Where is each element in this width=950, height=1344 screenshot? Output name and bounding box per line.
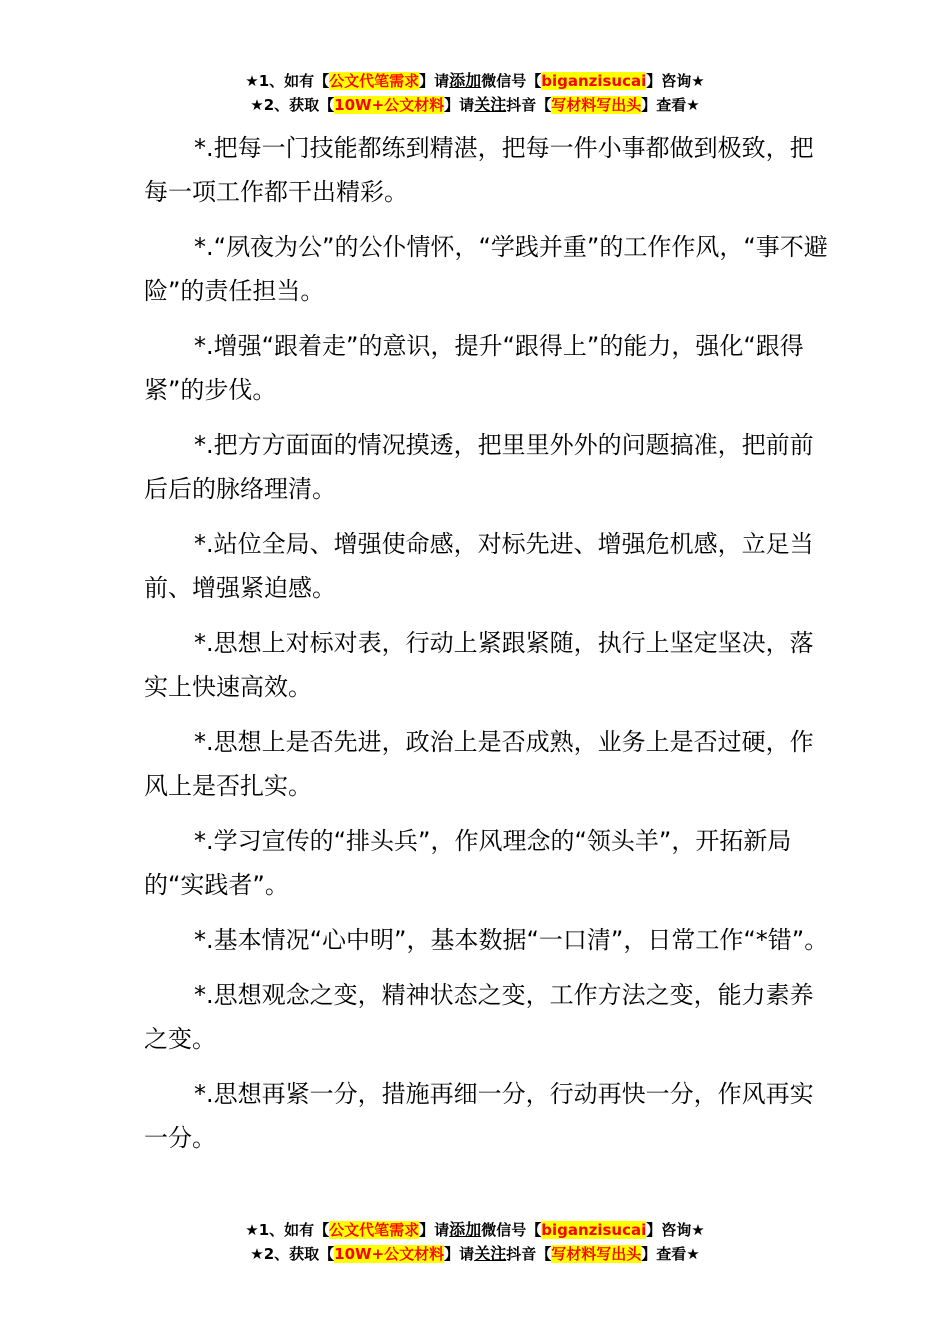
star-icon: ★ <box>250 96 264 114</box>
paragraph: *.思想上对标对表，行动上紧跟紧随，执行上坚定坚决，落实上快速高效。 <box>144 629 814 701</box>
promo-highlight: 公文代笔需求 <box>329 72 420 90</box>
promo-highlight: 10W+公文材料 <box>334 96 445 114</box>
promo-text: 抖音【 <box>506 1245 552 1263</box>
promo-text: 2、获取【 <box>263 96 335 114</box>
promo-text: 】查看 <box>641 1245 687 1263</box>
promo-text: 1、如有【 <box>258 1221 330 1239</box>
promo-text: 】咨询 <box>646 72 692 90</box>
star-icon: ★ <box>686 96 700 114</box>
promo-header <box>0 69 950 117</box>
promo-highlight: 公文代笔需求 <box>329 1221 420 1239</box>
promo-highlight: biganzisucai <box>541 1221 647 1239</box>
paragraph: *.思想观念之变，精神状态之变，工作方法之变，能力素养之变。 <box>144 981 814 1053</box>
promo-highlight: biganzisucai <box>541 72 647 90</box>
promo-text: 微信号【 <box>481 1221 542 1239</box>
promo-text: 1、如有【 <box>258 72 330 90</box>
paragraph: *.思想上是否先进，政治上是否成熟，业务上是否过硬，作风上是否扎实。 <box>144 728 814 800</box>
promo-text: 】请 <box>444 96 475 114</box>
promo-footer <box>0 1218 950 1266</box>
paragraph: *.把方方面面的情况摸透，把里里外外的问题搞准，把前前后后的脉络理清。 <box>144 431 814 503</box>
promo-highlight: 10W+公文材料 <box>334 1245 445 1263</box>
paragraph: *.思想再紧一分，措施再细一分，行动再快一分，作风再实一分。 <box>144 1080 814 1152</box>
promo-underlined: 关注 <box>474 95 507 114</box>
promo-text: 】请 <box>419 72 450 90</box>
paragraph: *.学习宣传的“排头兵”，作风理念的“领头羊”，开拓新局的“实践者”。 <box>144 827 792 899</box>
promo-line-2 <box>0 93 950 117</box>
paragraph: *.“夙夜为公”的公仆情怀，“学践并重”的工作作风，“事不避险”的责任担当。 <box>144 233 828 305</box>
promo-text: 】咨询 <box>646 1221 692 1239</box>
star-icon: ★ <box>686 1245 700 1263</box>
paragraph: *.基本情况“心中明”，基本数据“一口清”，日常工作“*错”。 <box>194 926 829 954</box>
star-icon: ★ <box>691 72 705 90</box>
star-icon: ★ <box>250 1245 264 1263</box>
promo-highlight: 写材料写出头 <box>551 1245 642 1263</box>
paragraph: *.站位全局、增强使命感，对标先进、增强危机感，立足当前、增强紧迫感。 <box>144 530 814 602</box>
promo-text: 2、获取【 <box>263 1245 335 1263</box>
promo-text: 】请 <box>419 1221 450 1239</box>
promo-underlined: 添加 <box>449 1220 482 1239</box>
promo-text: 抖音【 <box>506 96 552 114</box>
paragraph: *.把每一门技能都练到精湛，把每一件小事都做到极致，把每一项工作都干出精彩。 <box>144 134 814 206</box>
promo-highlight: 写材料写出头 <box>551 96 642 114</box>
star-icon: ★ <box>245 72 259 90</box>
promo-underlined: 添加 <box>449 71 482 90</box>
paragraph: *.增强“跟着走”的意识，提升“跟得上”的能力，强化“跟得紧”的步伐。 <box>144 332 804 404</box>
promo-text: 微信号【 <box>481 72 542 90</box>
promo-line-2 <box>0 1242 950 1266</box>
promo-underlined: 关注 <box>474 1244 507 1263</box>
document-body <box>144 126 834 1171</box>
promo-line-1 <box>0 69 950 93</box>
star-icon: ★ <box>245 1221 259 1239</box>
promo-line-1 <box>0 1218 950 1242</box>
promo-text: 】查看 <box>641 96 687 114</box>
star-icon: ★ <box>691 1221 705 1239</box>
promo-text: 】请 <box>444 1245 475 1263</box>
